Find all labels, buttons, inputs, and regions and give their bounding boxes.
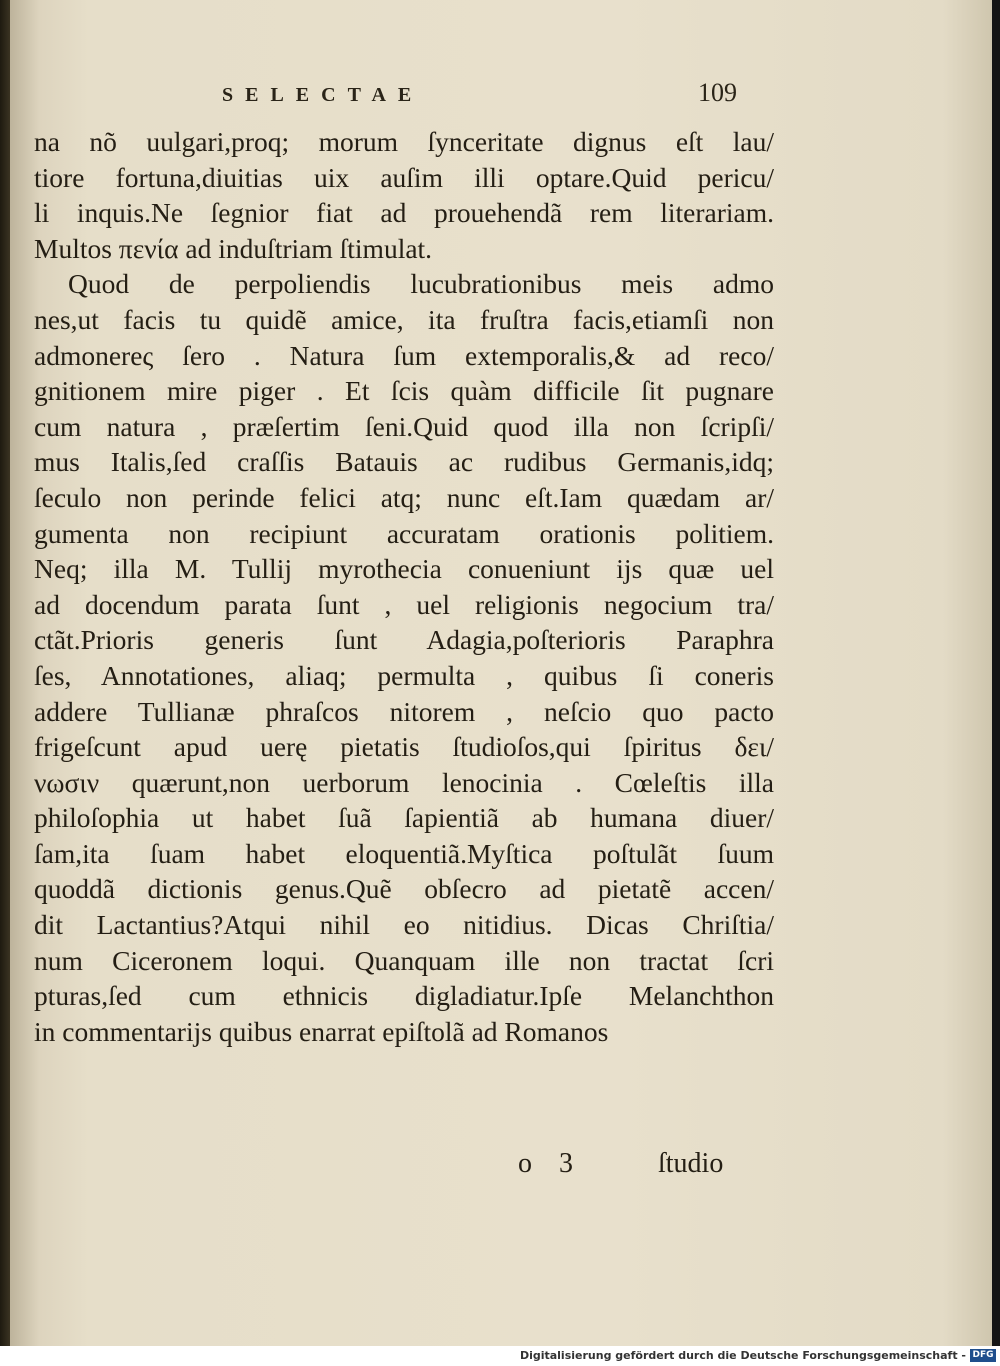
text-line: addere Tullianæ phraſcos nitorem , neſcio quo pacto — [34, 695, 774, 727]
text-line: Neq; illa M. Tullij myrothecia conueniunt ijs quæ uel — [34, 553, 774, 585]
spine-shadow — [0, 0, 10, 1346]
text-line: tiore fortuna,diuitias uix auſim illi optare.Quid pericu/ — [34, 161, 774, 193]
text-line: in commentarijs quibus enarrat epiſtolã ad Romanos — [34, 1015, 609, 1047]
text-line: νωσιν quærunt,non uerborum lenocinia . Cœleſtis illa — [34, 766, 774, 798]
book-page — [10, 0, 992, 1346]
text-line: cum natura , præſertim ſeni.Quid quod illa non ſcripſi/ — [34, 410, 774, 442]
running-head: SELECTAE — [222, 84, 424, 106]
catch-row — [10, 1146, 992, 1186]
text-line: philoſophia ut habet ſuã ſapientiã ab humana diuer/ — [34, 802, 774, 834]
text-line: ctãt.Prioris generis ſunt Adagia,poſterioris Paraphra — [34, 624, 774, 656]
text-line: admonereς ſero . Natura ſum extemporalis,& ad reco/ — [34, 339, 774, 371]
text-line: na nõ uulgari,proq; morum ſynceritate dignus eſt lau/ — [34, 126, 774, 157]
text-line: gumenta non recipiunt accuratam orationis politiem. — [34, 517, 774, 549]
text-line: frigeſcunt apud uerę pietatis ſtudioſos,qui ſpiritus δει/ — [34, 731, 774, 763]
text-line: num Ciceronem loqui. Quanquam ille non tractat ſcri — [34, 944, 774, 976]
text-line: dit Lactantius?Atqui nihil eo nitidius. Dicas Chriſtia/ — [34, 909, 774, 941]
text-line: pturas,ſed cum ethnicis digladiatur.Ipſe Melanchthon — [34, 980, 774, 1012]
body-text — [34, 124, 774, 1049]
text-line: mus Italis,ſed craſſis Batauis ac rudibus Germanis,idq; — [34, 446, 774, 478]
text-line: quoddã dictionis genus.Quẽ obſecro ad pietatẽ accen/ — [34, 873, 774, 905]
text-line: ſes, Annotationes, aliaq; permulta , quibus ſi coneris — [34, 659, 774, 691]
text-line: li inquis.Ne ſegnior fiat ad prouehendã rem literariam. — [34, 197, 774, 229]
text-line: ad docendum parata ſunt , uel religionis negocium tra/ — [34, 588, 774, 620]
footer-bar — [0, 1346, 1000, 1366]
signature-mark: o 3 — [518, 1148, 583, 1179]
text-line: gnitionem mire piger . Et ſcis quàm difficile ſit pugnare — [34, 375, 774, 407]
page-header — [10, 78, 992, 118]
page-number: 109 — [698, 78, 737, 107]
text-line: Quod de perpoliendis lucubrationibus meis admo — [68, 268, 774, 300]
catchword: ſtudio — [658, 1148, 724, 1179]
text-line: nes,ut facis tu quidẽ amice, ita fruſtra facis,etiamſi non — [34, 303, 774, 335]
text-line: ſam,ita ſuam habet eloquentiã.Myſtica poſtulãt ſuum — [34, 837, 774, 869]
footer-credit: Digitalisierung gefördert durch die Deutsche Forschungsgemeinschaft - — [519, 1349, 966, 1362]
text-line: Multos πενία ad induſtriam ſtimulat. — [34, 232, 433, 264]
text-line: ſeculo non perinde felici atq; nunc eſt.Iam quædam ar/ — [34, 481, 774, 513]
dfg-logo: DFG — [970, 1349, 996, 1362]
